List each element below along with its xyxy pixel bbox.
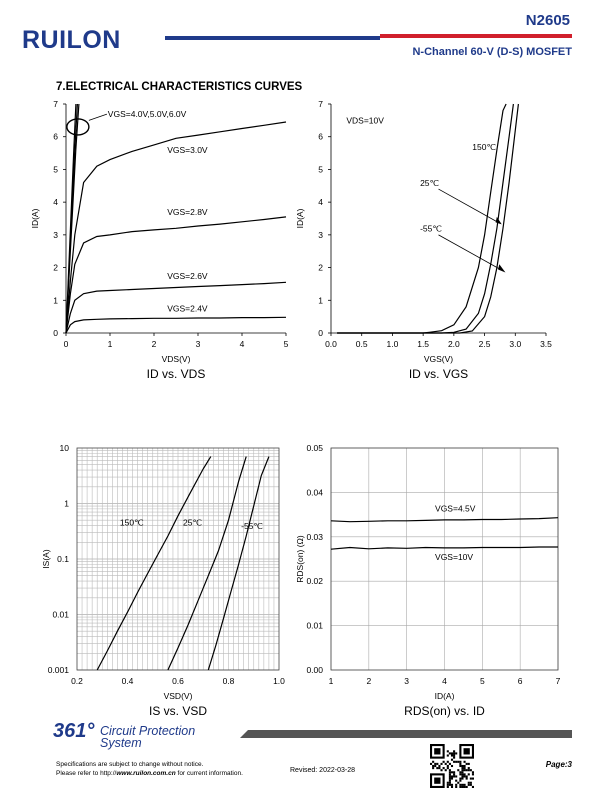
series-label: 150℃	[472, 141, 497, 152]
qr-module	[453, 761, 455, 763]
qr-module	[459, 786, 461, 788]
series-line	[97, 457, 211, 670]
qr-module	[451, 765, 453, 767]
qr-module	[453, 750, 455, 752]
qr-module	[464, 786, 466, 788]
qr-module	[468, 773, 470, 775]
x-axis-label: VSD(V)	[163, 691, 193, 701]
qr-module	[468, 763, 470, 765]
series-label: 25℃	[420, 177, 440, 188]
y-tick-label: 0.04	[306, 487, 323, 498]
qr-finder-core	[434, 778, 440, 784]
series-label: VGS=3.0V	[167, 145, 208, 156]
qr-module	[449, 771, 451, 773]
qr-module	[472, 778, 474, 780]
qr-module	[453, 771, 455, 773]
qr-code	[430, 744, 474, 788]
qr-module	[461, 775, 463, 777]
qr-module	[451, 775, 453, 777]
x-tick-label: 0	[63, 339, 69, 349]
qr-module	[447, 786, 449, 788]
qr-module	[451, 778, 453, 780]
qr-module	[461, 767, 463, 769]
y-tick-label: 0.01	[52, 609, 69, 620]
arrow-head	[498, 264, 505, 272]
y-tick-label: 3	[318, 229, 323, 240]
annotation-arrow	[89, 114, 107, 120]
chart-caption: RDS(on) vs. ID	[404, 704, 485, 718]
qr-module	[449, 782, 451, 784]
series-label: VGS=2.4V	[167, 303, 208, 314]
footer-brand-number: 361°	[53, 720, 95, 742]
series-label: VGS=4.5V	[435, 503, 476, 514]
qr-finder-core	[434, 748, 440, 754]
qr-module	[470, 782, 472, 784]
footer-reference	[56, 770, 243, 777]
qr-module	[461, 771, 463, 773]
qr-module	[464, 784, 466, 786]
footer-note: Specifications are subject to change without notice.	[56, 761, 204, 768]
qr-module	[459, 784, 461, 786]
footer-gray-bar	[240, 730, 572, 738]
section-title: 7.ELECTRICAL CHARACTERISTICS CURVES	[56, 81, 303, 93]
footer-brand-line-2: System	[100, 736, 142, 750]
qr-module	[438, 767, 440, 769]
y-tick-label: 0	[318, 328, 323, 338]
chart-is-vs-vsd	[0, 438, 306, 728]
qr-module	[459, 778, 461, 780]
qr-module	[457, 761, 459, 763]
x-tick-label: 2.5	[478, 339, 491, 349]
qr-module	[461, 765, 463, 767]
qr-module	[470, 784, 472, 786]
qr-module	[468, 767, 470, 769]
y-tick-label: 5	[318, 164, 323, 175]
x-tick-label: 4	[442, 676, 447, 686]
chart-caption: IS vs. VSD	[148, 704, 208, 718]
x-tick-label: 1.0	[273, 676, 285, 686]
qr-module	[464, 767, 466, 769]
qr-module	[436, 763, 438, 765]
part-number: N2605	[525, 12, 570, 29]
x-tick-label: 0.8	[222, 676, 235, 686]
qr-module	[459, 773, 461, 775]
qr-module	[461, 769, 463, 771]
qr-module	[451, 784, 453, 786]
qr-module	[464, 775, 466, 777]
qr-module	[455, 752, 457, 754]
qr-module	[430, 763, 432, 765]
qr-module	[457, 769, 459, 771]
qr-module	[447, 767, 449, 769]
y-tick-label: 3	[53, 229, 58, 240]
qr-module	[447, 784, 449, 786]
x-tick-label: 3.0	[509, 339, 522, 349]
qr-module	[455, 761, 457, 763]
x-tick-label: 2.0	[447, 339, 460, 349]
y-tick-label: 1	[318, 295, 323, 306]
brand-logo	[22, 26, 121, 55]
qr-module	[455, 775, 457, 777]
qr-module	[457, 782, 459, 784]
qr-module	[464, 769, 466, 771]
qr-module	[434, 765, 436, 767]
x-tick-label: 7	[555, 676, 561, 686]
y-tick-label: 0.02	[306, 576, 323, 587]
qr-module	[466, 778, 468, 780]
qr-module	[434, 763, 436, 765]
y-tick-label: 0.01	[306, 620, 323, 631]
y-tick-label: 5	[53, 164, 58, 175]
x-tick-label: 0.4	[121, 676, 134, 686]
y-tick-label: 1	[53, 295, 58, 306]
qr-module	[447, 765, 449, 767]
qr-module	[438, 765, 440, 767]
series-label: VGS=4.0V,5.0V,6.0V	[107, 109, 187, 120]
x-tick-label: 0.6	[172, 676, 184, 686]
qr-module	[466, 775, 468, 777]
x-tick-label: 0.0	[325, 339, 337, 349]
footer-brand-text	[100, 725, 195, 749]
x-tick-label: 2	[151, 339, 157, 349]
qr-module	[449, 784, 451, 786]
series-line	[168, 457, 246, 670]
qr-module	[459, 780, 461, 782]
y-axis-label: ID(A)	[30, 208, 40, 229]
qr-module	[451, 754, 453, 756]
qr-module	[453, 773, 455, 775]
qr-module	[461, 778, 463, 780]
qr-module	[464, 765, 466, 767]
qr-module	[449, 752, 451, 754]
chart-id-vs-vgs	[295, 90, 612, 390]
x-tick-label: 0.5	[355, 339, 368, 349]
qr-module	[472, 786, 474, 788]
y-axis-label: ID(A)	[295, 208, 305, 229]
series-label: VGS=2.6V	[167, 271, 208, 282]
chart-caption: ID vs. VGS	[408, 367, 469, 381]
qr-module	[461, 786, 463, 788]
y-tick-label: 6	[53, 131, 58, 142]
footer-reference-suffix: for current information.	[175, 770, 243, 777]
qr-finder-core	[464, 748, 470, 754]
qr-module	[443, 761, 445, 763]
qr-module	[447, 754, 449, 756]
x-tick-label: 5	[283, 339, 289, 349]
y-axis-label: IS(A)	[41, 549, 51, 569]
annotation-label: VDS=10V	[346, 115, 384, 126]
qr-module	[436, 767, 438, 769]
y-tick-label: 0.05	[306, 443, 323, 453]
x-tick-label: 0.2	[71, 676, 83, 686]
y-tick-label: 2	[318, 262, 323, 273]
qr-module	[447, 750, 449, 752]
qr-module	[443, 767, 445, 769]
y-tick-label: 0.00	[306, 665, 323, 675]
device-subtitle: N-Channel 60-V (D-S) MOSFET	[412, 46, 572, 58]
qr-module	[451, 759, 453, 761]
series-label: -55℃	[420, 223, 442, 234]
qr-module	[459, 761, 461, 763]
y-tick-label: 0.1	[57, 554, 69, 564]
series-label: -55℃	[241, 520, 263, 531]
qr-module	[453, 752, 455, 754]
qr-module	[432, 767, 434, 769]
qr-module	[440, 769, 442, 771]
qr-module	[455, 786, 457, 788]
x-tick-label: 3	[195, 339, 201, 349]
page-number: Page:3	[545, 760, 572, 769]
y-tick-label: 2	[53, 262, 58, 273]
x-tick-label: 6	[517, 676, 523, 686]
x-tick-label: 1.0	[386, 339, 399, 349]
y-tick-label: 0	[53, 328, 58, 338]
qr-module	[445, 769, 447, 771]
qr-module	[459, 771, 461, 773]
qr-module	[470, 778, 472, 780]
chart-caption: ID vs. VDS	[146, 367, 206, 381]
y-tick-label: 1	[64, 498, 69, 509]
qr-module	[461, 784, 463, 786]
footer-bar	[240, 730, 572, 740]
qr-module	[453, 757, 455, 759]
y-tick-label: 0.03	[306, 531, 323, 542]
qr-module	[451, 771, 453, 773]
qr-module	[459, 763, 461, 765]
qr-module	[449, 778, 451, 780]
x-tick-label: 4	[239, 339, 245, 349]
qr-module	[466, 763, 468, 765]
x-tick-label: 5	[479, 676, 485, 686]
x-tick-label: 3.5	[540, 339, 552, 349]
qr-module	[445, 763, 447, 765]
series-line	[337, 104, 506, 333]
revision-date: Revised: 2022-03-28	[290, 767, 355, 774]
qr-module	[432, 761, 434, 763]
series-line	[66, 317, 286, 333]
header-bars	[165, 28, 572, 48]
y-axis-label: RDS(on) (Ω)	[295, 535, 305, 583]
y-tick-label: 7	[53, 99, 58, 109]
qr-module	[468, 769, 470, 771]
series-label: VGS=10V	[435, 551, 474, 562]
qr-module	[453, 775, 455, 777]
series-label: VGS=2.8V	[167, 207, 208, 218]
qr-module	[451, 786, 453, 788]
qr-module	[455, 780, 457, 782]
qr-module	[464, 761, 466, 763]
qr-module	[466, 786, 468, 788]
y-tick-label: 4	[53, 197, 58, 208]
x-axis-label: VGS(V)	[423, 354, 454, 364]
footer-website-link[interactable]: www.ruilon.com.cn	[116, 770, 176, 777]
header-blue-bar	[165, 36, 380, 40]
qr-module	[464, 773, 466, 775]
footer-reference-prefix: Please refer to http://	[56, 770, 117, 777]
qr-module	[440, 763, 442, 765]
qr-module	[449, 773, 451, 775]
qr-module	[451, 752, 453, 754]
qr-module	[461, 773, 463, 775]
y-tick-label: 10	[59, 443, 69, 453]
y-tick-label: 4	[318, 197, 323, 208]
header-red-bar	[380, 34, 572, 38]
x-tick-label: 3	[404, 676, 410, 686]
qr-module	[432, 765, 434, 767]
series-label: 25℃	[183, 517, 203, 528]
qr-module	[449, 769, 451, 771]
qr-module	[472, 771, 474, 773]
chart-rdson-vs-id	[295, 438, 612, 728]
x-tick-label: 1	[107, 339, 113, 349]
qr-module	[449, 775, 451, 777]
qr-module	[466, 769, 468, 771]
qr-module	[455, 784, 457, 786]
qr-module	[447, 782, 449, 784]
qr-module	[470, 769, 472, 771]
brand-logo-text: RUILON	[22, 26, 121, 54]
qr-module	[472, 773, 474, 775]
qr-module	[453, 754, 455, 756]
qr-module	[449, 780, 451, 782]
y-tick-label: 6	[318, 131, 323, 142]
qr-module	[468, 782, 470, 784]
y-tick-label: 7	[318, 99, 323, 109]
x-tick-label: 1.5	[417, 339, 430, 349]
series-label: 150℃	[119, 517, 144, 528]
footer-brand-line-1: Circuit Protection	[100, 724, 196, 738]
x-tick-label: 1	[328, 676, 334, 686]
qr-module	[468, 784, 470, 786]
x-tick-label: 2	[366, 676, 372, 686]
x-axis-label: VDS(V)	[161, 354, 191, 364]
qr-module	[449, 763, 451, 765]
chart-id-vs-vds	[0, 90, 306, 390]
qr-module	[447, 761, 449, 763]
annotation-arrow	[439, 235, 504, 271]
x-axis-label: ID(A)	[434, 691, 455, 701]
y-tick-label: 0.001	[47, 665, 69, 675]
qr-module	[459, 765, 461, 767]
